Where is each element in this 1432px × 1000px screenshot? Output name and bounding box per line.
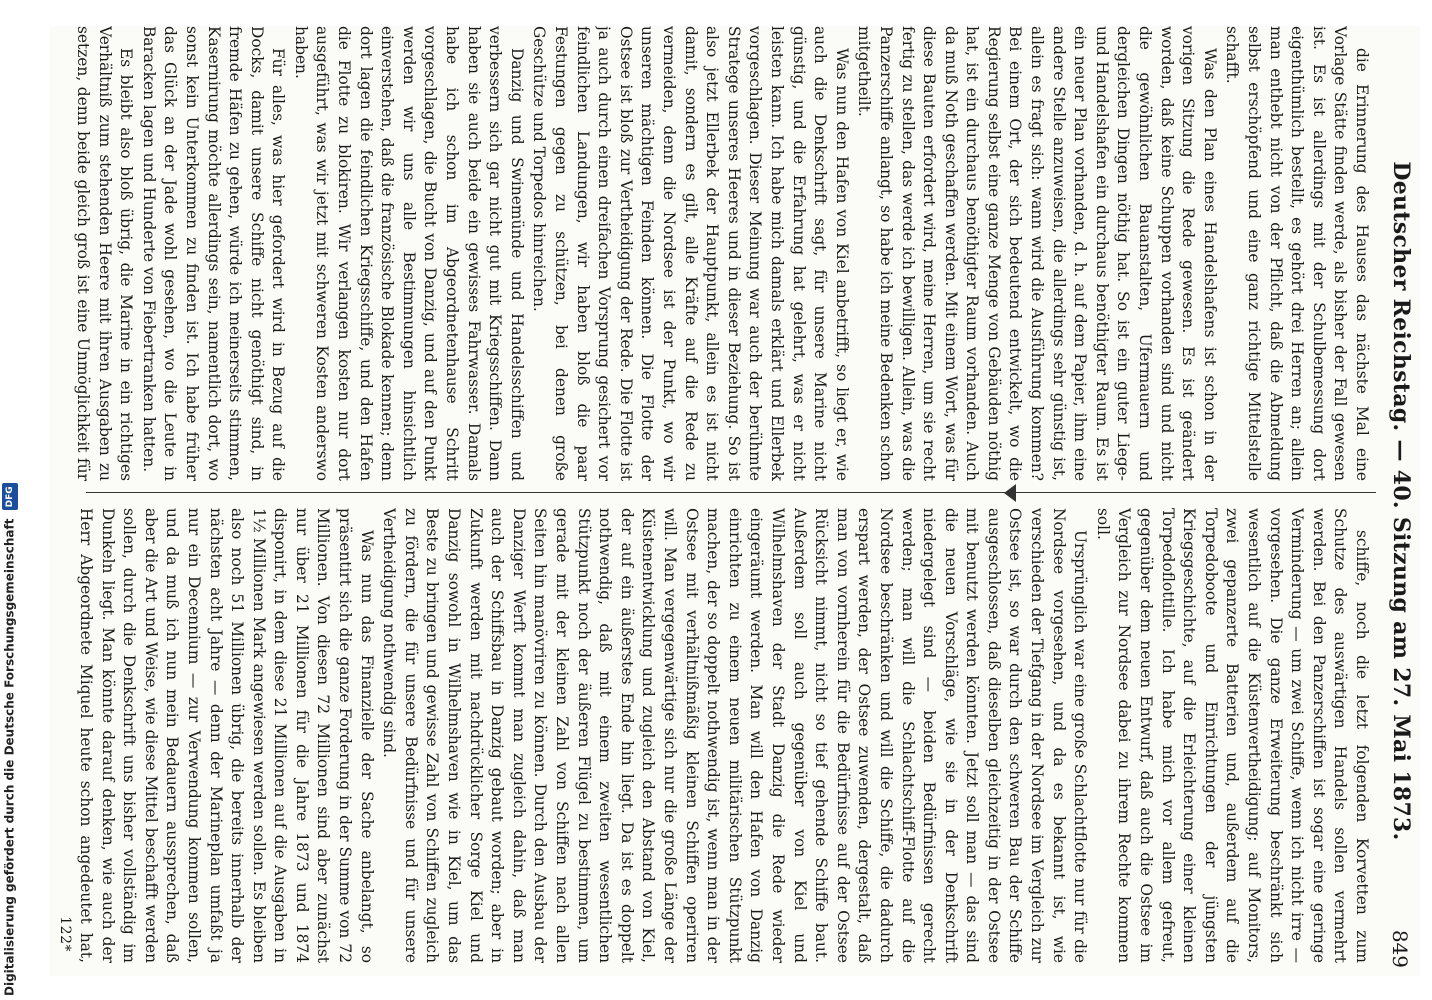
paragraph: Danzig und Swinemünde und Handelsschiffen und verbessern sich gar nicht gut mit Kriegsschiffen. Dann haben sie auch beide ein gewisses Fahrwasser. Damals habe ich schon im Abgeordnetenhause Schritt vorgeschlagen, die Bucht von Danzig, und auf den Punkt werden wir uns alle Bestimmungen hinsichtlich einverstehen, daß die französische Blokade kennen; denn dort lagen die feindlichen Kriegsschiffe, und den Hafen die Flotte zu blokiren. Wir verlangen kosten nur dort ausgeführt, was wir jetzt mit schweren Kosten anderswo haben.: [291, 26, 526, 481]
paragraph: Ursprünglich war eine große Schlachtflotte nur für die Nordsee vorgesehen, und da es bekannt ist, wie verschieden der Tiefgang in der Nordsee im Vergleich zur Ostsee ist, so war durch den schweren Bau der Schiffe ausgeschlossen, daß dieselben gleichzeitig in der Ostsee mit benutzt werden könnten. Jetzt soll man — das sind die neuen Vorschläge, wie sie in der Denkschrift niedergelegt sind — beiden Bedürfnissen gerecht werden; man will die Schlachtschiff-Flotte auf die Nordsee beschränken und will die Schiffe, die dadurch erspart werden, der Ostsee zuwenden, dergestalt, daß man von vornherein für die Bedürfnisse auf der Ostsee Rücksicht nimmt, nicht so tief gehende Schiffe baut. Außerdem soll auch gegenüber von Kiel und Wilhelmshaven der Stadt Danzig die Rede wieder eingeräumt werden. Man will den Hafen von Danzig einrichten zu einem neuen militärischen Stützpunkt machen, der so doppelt nothwendig ist, wenn man in der Ostsee mit verhältnißmäßig kleinen Schiffen operiren will. Man vergegenwärtige sich nur die große Länge der Küstenentwicklung und zugleich den Abstand von Kiel, der auf ein äußerstes Ende hin liegt. Da ist es doppelt nothwendig, daß mit einem zweiten wesentlichen Stützpunkt noch der äußeren Flügel zu bestimmen, um gerade mit der kleinen Zahl von Schiffen nach allen Seiten hin manövriren zu können. Durch den Ausbau der Danziger Werft kommt man zugleich dahin, daß man auch der Schiffsbau in Danzig gebaut worden; aber in Zukunft werden mit nachdrücklicher Sorge Kiel und Danzig sowohl in Wilhelmshaven wie in Kiel, um das Beste zu bringen und gewisse Zahl von Schiffen zugleich zu fördern, die für unsere Bedürfnisse und für unsere Vertheidigung nothwendig sind.: [380, 508, 1090, 963]
paragraph: Es bleibt also bloß übrig, die Marine in ein richtiges Verhältniß zum stehenden Heere mit ihren Ausgaben zu setzen, denn beide gleich groß ist eine Unmöglichkeit für: [73, 26, 136, 481]
scanned-page: [50, 26, 1420, 976]
page-number: 849: [1388, 929, 1412, 968]
text-column-left: [72, 26, 1372, 481]
column-divider: [86, 492, 1376, 493]
column-divider-marker: [1004, 484, 1016, 502]
page-title: Deutscher Reichstag. — 40. Sitzung am 27. Mai 1873.: [1388, 161, 1414, 841]
digitization-text: Digitalisierung gefördert durch die Deutsche Forschungsgemeinschaft: [2, 518, 17, 996]
paragraph: Für alles, was hier gefordert wird in Bezug auf die Docks, damit unsere Schiffe nicht genöthigt sind, in fremde Häfen zu gehen, würde ich meinerseits stimmen, Kasernirung möchte allerdings sein, namentlich dort, wo sonst kein Unterkommen zu finden ist. Ich habe früher das Glück an der Jade wohl gesehen, wo die Leute in Baracken lagen und Hunderte von Fiebertranken hatten.: [139, 26, 288, 481]
paragraph: Was nun das Finanzielle der Sache anbelangt, so präsentirt sich die ganze Forderung in der Summe von 72 Millionen. Von diesen 72 Millionen sind aber zunächst nur über 21 Millionen für die Jahre 1873 und 1874 disponirt, in dem diese 21 Millionen auf die Ausgaben in 1½ Millionen Mark angewiesen werden sollen. Es bleiben also noch 51 Millionen übrig, die bereits innerhalb der nächsten acht Jahre — denn der Marineplan umfaßt ja nur ein Decennium — zur Verwendung kommen sollen, und da muß ich nun mein Bedauern aussprechen, daß aber die Art und Weise, wie diese Mittel beschafft werden sollen, durch die Denkschrift uns bisher vollständig im Dunkeln liegt. Man könnte darauf denken, wie auch der Herr Abgeordnete Miquel heute schon angedeutet hat,: [76, 508, 376, 963]
signature-mark: 122*: [57, 916, 73, 952]
text-column-right: [72, 508, 1372, 963]
paragraph: die Erinnerung des Hauses das nächste Mal eine Vorlage Stätte finden werde, als bisher der Fall gewesen ist. Es ist allerdings mit der Schulbemessung dort eigenthümlich bestellt, es gehört drei Herren an; allein man enthebt nicht von der Pflicht, daß die Abmeldung selbst erschöpfend und eine ganz richtige Mittelstelle schafft.: [1223, 26, 1371, 481]
dfg-logo: DFG: [2, 483, 18, 510]
digitization-note: [2, 483, 18, 996]
paragraph: Was den Plan eines Handelshafens ist schon in der vorigen Sitzung die Rede gewesen. Es ist geändert worden, daß keine Schuppen vorhanden sind und nicht die gewöhnlichen Bauanstalten, Ufermauern und dergleichen Dingen nöthig hat. So ist ein guter Liege- und Handelshafen ein durchaus benöthigter Raum. Es ist ein neuer Plan vorhanden, d. h. auf dem Papier, ihm eine andere Stelle anzuweisen, die allerdings sehr günstig ist, allein es fragt sich: wann wird die Ausführung kommen? Bei einem Ort, der sich bedeutend entwickelt, wo die Regierung selbst eine ganze Menge von Gebäuden nöthig hat, ist ein durchaus benöthigter Raum vorhanden. Auch da muß Noth geschaffen werden. Mit einem Wort, was für diese Bauten erfordert wird, meine Herren, um sie recht fertig zu stellen, das werde ich bewilligen. Allein, was die Panzerschiffe anlangt, so habe ich meine Bedenken schon mitgetheilt.: [855, 26, 1219, 481]
paragraph: schiffe, noch die letzt folgenden Korvetten zum Schutze des auswärtigen Handels sollen vermehrt werden. Bei den Panzerschiffen ist sogar eine geringe Verminderung — um zwei Schiffe, wenn ich nicht irre — vorgesehen. Die ganze Erweiterung beschränkt sich wesentlich auf die Küstenvertheidigung; auf Monitors, zwei gepanzerte Batterien und, außerdem auf die Torpedoboote und Einrichtungen der jüngsten Kriegsgeschichte, auf die Erleichterung einer kleinen Torpedoflottille. Ich habe mich vor allem gefreut, gegenüber dem neuen Entwurf, daß auch die Ostsee im Vergleich zur Nordsee dabei zu ihrem Rechte kommen soll.: [1093, 508, 1371, 963]
running-head: [1380, 26, 1420, 976]
paragraph: Was nun den Hafen von Kiel anbetrifft, so liegt er, wie auch die Denkschrift sagt, für unsere Marine nicht günstig, und die Erfahrung hat gelehrt, was er nicht leisten kann. Ich habe mich damals erklärt und Ellerbek vorgeschlagen. Dieser Meinung war auch der berühmte Stratege unseres Heeres und in dieser Beziehung. So ist also jetzt Ellerbek der Hauptpunkt, allein es ist nicht damit, sondern es gilt, alle Kräfte auf die Rede zu vermeiden, denn die Nordsee ist der Punkt, wo wir unseren mächtigen Feinden können. Die Flotte der Ostsee ist bloß zur Vertheidigung der Rede. Die Flotte ist ja auch durch einen dreifachen Vorsprung gesichert vor feindlichen Landungen, wir haben bloß die paar Festungen gegen zu schützen, bei denen große Geschütze und Torpedos hinreichen.: [530, 26, 851, 481]
